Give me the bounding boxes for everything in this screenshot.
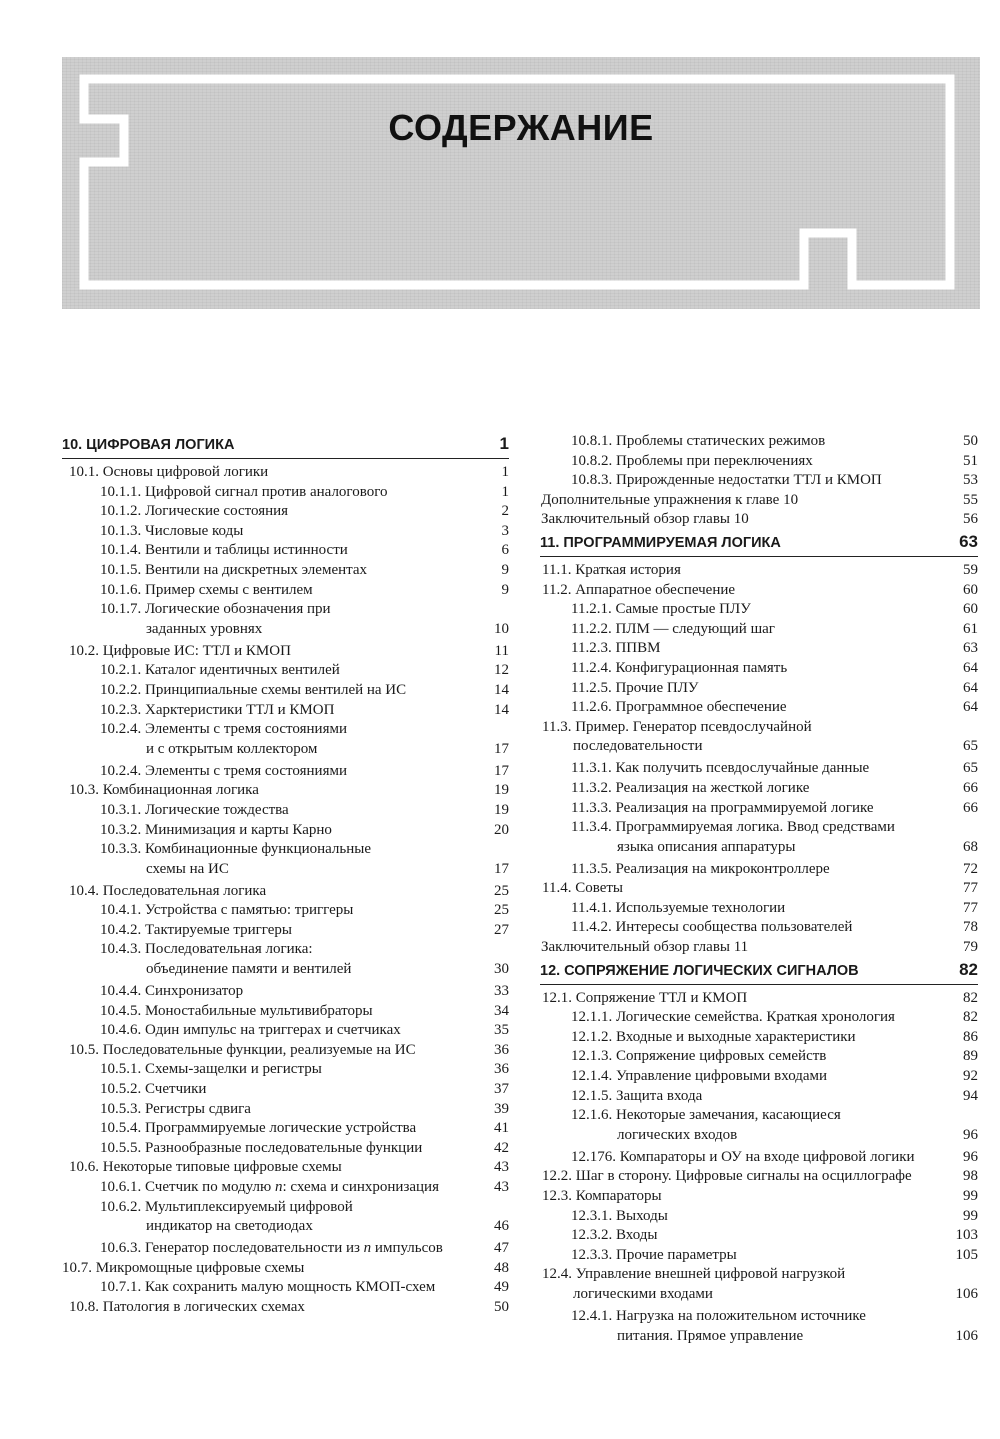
toc-entry-title: 11.3.4. Программируемая логика. Ввод средствами bbox=[571, 819, 895, 836]
toc-entry-page: 86 bbox=[963, 1028, 978, 1045]
toc-entry bbox=[540, 1106, 978, 1126]
toc-entry-title: 10.5.4. Программируемые логические устройства bbox=[100, 1120, 417, 1137]
toc-entry-title: 11. ПРОГРАММИРУЕМАЯ ЛОГИКА bbox=[540, 534, 781, 551]
toc-entry-page: 78 bbox=[963, 919, 978, 936]
toc-entry-title: 10.2. Цифровые ИС: ТТЛ и КМОП bbox=[69, 642, 291, 659]
toc-entry-title: 11.2.6. Программное обеспечение bbox=[571, 699, 787, 716]
toc-entry bbox=[540, 620, 978, 640]
toc-entry-title: 11.3. Пример. Генератор псевдослучайной bbox=[542, 718, 812, 735]
header-banner bbox=[62, 57, 980, 309]
toc-entry bbox=[62, 1002, 509, 1022]
toc-entry bbox=[540, 1207, 978, 1227]
toc-entry bbox=[540, 759, 978, 779]
toc-entry-title: 12.3.3. Прочие параметры bbox=[571, 1246, 737, 1263]
toc-entry-page: 9 bbox=[501, 581, 509, 598]
toc-entry-page: 60 bbox=[963, 601, 978, 618]
toc-entry bbox=[540, 639, 978, 659]
toc-entry-title: 10.3.3. Комбинационные функциональные bbox=[100, 841, 372, 858]
toc-entry bbox=[540, 491, 978, 511]
toc-entry bbox=[62, 642, 509, 662]
toc-entry-page: 10 bbox=[494, 620, 509, 637]
toc-entry bbox=[62, 681, 509, 701]
toc-entry-page: 106 bbox=[955, 1327, 978, 1344]
toc-entry bbox=[62, 740, 509, 762]
toc-entry-title: 10.2.1. Каталог идентичных вентилей bbox=[100, 662, 340, 679]
toc-entry-title: 10. ЦИФРОВАЯ ЛОГИКА bbox=[62, 437, 235, 453]
toc-entry bbox=[62, 1119, 509, 1139]
toc-entry-page: 36 bbox=[494, 1061, 509, 1078]
toc-entry bbox=[62, 1217, 509, 1239]
toc-entry-title: 10.5.2. Счетчики bbox=[100, 1081, 207, 1098]
toc-entry-title: 12.4. Управление внешней цифровой нагрузкой bbox=[542, 1266, 846, 1283]
toc-entry-title: 11.3.1. Как получить псевдослучайные данные bbox=[571, 760, 870, 777]
toc-entry-title: 10.2.3. Харктеристики ТТЛ и КМОП bbox=[100, 701, 335, 718]
toc-entry bbox=[540, 452, 978, 472]
toc-entry-title: 12.176. Компараторы и ОУ на входе цифровой логики bbox=[571, 1148, 915, 1165]
toc-entry-title: 10.6.2. Мультиплексируемый цифровой bbox=[100, 1198, 353, 1215]
toc-entry bbox=[62, 502, 509, 522]
toc-entry-page: 35 bbox=[494, 1022, 509, 1039]
toc-entry-page: 89 bbox=[963, 1048, 978, 1065]
toc-entry-title: 11.2.4. Конфигурационная память bbox=[571, 659, 788, 676]
toc-entry-page: 72 bbox=[963, 860, 978, 877]
toc-entry-title: Заключительный обзор главы 11 bbox=[541, 939, 749, 956]
toc-entry bbox=[540, 989, 978, 1009]
toc-entry bbox=[540, 581, 978, 601]
toc-entry bbox=[540, 471, 978, 491]
toc-entry-page: 77 bbox=[963, 880, 978, 897]
toc-entry-title: 11.4.1. Используемые технологии bbox=[571, 899, 786, 916]
toc-entry bbox=[62, 522, 509, 542]
toc-entry-page: 68 bbox=[963, 838, 978, 855]
toc-entry-title: 10.8.3. Прирожденные недостатки ТТЛ и КМОП bbox=[571, 472, 882, 489]
toc-entry-title: 10.1.4. Вентили и таблицы истинности bbox=[100, 542, 348, 559]
toc-entry-page: 42 bbox=[494, 1139, 509, 1156]
toc-entry-page: 65 bbox=[963, 738, 978, 755]
toc-entry-title: 12.1. Сопряжение ТТЛ и КМОП bbox=[542, 989, 748, 1006]
toc-entry-title: 10.6.1. Счетчик по модулю n: схема и синхронизация bbox=[100, 1179, 439, 1195]
toc-entry bbox=[62, 1100, 509, 1120]
toc-entry-title: 10.1.6. Пример схемы с вентилем bbox=[100, 581, 313, 598]
toc-entry-page: 92 bbox=[963, 1068, 978, 1085]
toc-entry bbox=[540, 432, 978, 452]
toc-entry-title: 11.3.3. Реализация на программируемой логике bbox=[571, 799, 874, 816]
toc-entry bbox=[62, 882, 509, 902]
toc-entry bbox=[540, 698, 978, 718]
toc-entry-page: 37 bbox=[494, 1081, 509, 1098]
toc-entry bbox=[62, 620, 509, 642]
toc-entry-page: 94 bbox=[963, 1087, 978, 1104]
toc-entry bbox=[62, 1139, 509, 1159]
toc-section-heading bbox=[540, 958, 978, 985]
toc-entry bbox=[62, 483, 509, 503]
toc-entry-title: 12.1.2. Входные и выходные характеристики bbox=[571, 1028, 856, 1045]
toc-entry bbox=[540, 1167, 978, 1187]
toc-entry-page: 59 bbox=[963, 561, 978, 578]
toc-entry-page: 25 bbox=[494, 902, 509, 919]
toc-entry bbox=[540, 600, 978, 620]
toc-entry-title: 12.1.4. Управление цифровыми входами bbox=[571, 1068, 828, 1085]
toc-entry-page: 17 bbox=[494, 860, 509, 877]
toc-entry bbox=[62, 960, 509, 982]
toc-entry-title: 12.2. Шаг в сторону. Цифровые сигналы на осциллографе bbox=[542, 1168, 912, 1185]
toc-entry bbox=[540, 1148, 978, 1168]
toc-entry-page: 3 bbox=[501, 522, 509, 539]
toc-entry-page: 51 bbox=[963, 452, 978, 469]
toc-entry bbox=[540, 561, 978, 581]
toc-entry-page: 11 bbox=[494, 642, 509, 659]
toc-entry bbox=[62, 801, 509, 821]
toc-entry bbox=[540, 1307, 978, 1327]
toc-entry-page: 64 bbox=[963, 699, 978, 716]
toc-entry bbox=[62, 762, 509, 782]
toc-entry-page: 106 bbox=[955, 1285, 978, 1302]
toc-entry-title: 12.3. Компараторы bbox=[542, 1188, 662, 1204]
toc-entry-page: 39 bbox=[494, 1100, 509, 1117]
toc-entry-page: 63 bbox=[963, 640, 978, 657]
toc-entry-title: 12.3.1. Выходы bbox=[571, 1207, 668, 1224]
toc-entry-title: 10.6.3. Генератор последовательности из n импульсов bbox=[100, 1240, 443, 1257]
toc-entry bbox=[540, 879, 978, 899]
toc-entry-title: 10.6. Некоторые типовые цифровые схемы bbox=[69, 1159, 342, 1176]
toc-entry bbox=[540, 1067, 978, 1087]
toc-entry-title: 11.2.1. Самые простые ПЛУ bbox=[571, 601, 751, 618]
toc-entry-title: 11.3.2. Реализация на жесткой логике bbox=[571, 779, 810, 796]
toc-entry bbox=[540, 1285, 978, 1307]
toc-entry bbox=[62, 901, 509, 921]
toc-entry-title: логических входов bbox=[617, 1126, 738, 1143]
toc-entry-page: 36 bbox=[494, 1041, 509, 1058]
toc-entry-page: 47 bbox=[494, 1240, 509, 1257]
toc-entry-title: 11.1. Краткая история bbox=[542, 561, 681, 578]
toc-entry-title: последовательности bbox=[573, 738, 703, 755]
toc-entry-title: 10.1.2. Логические состояния bbox=[100, 503, 289, 520]
toc-entry-page: 99 bbox=[963, 1207, 978, 1224]
toc-entry bbox=[62, 860, 509, 882]
toc-entry-title: 11.2.3. ППВМ bbox=[571, 640, 661, 657]
toc-entry bbox=[62, 661, 509, 681]
toc-entry bbox=[540, 1047, 978, 1067]
toc-entry bbox=[540, 510, 978, 530]
toc-entry-title: 12.4.1. Нагрузка на положительном источнике bbox=[571, 1307, 866, 1324]
toc-entry-title: 12.1.5. Защита входа bbox=[571, 1087, 703, 1104]
toc-entry-page: 99 bbox=[963, 1188, 978, 1204]
toc-entry-page: 34 bbox=[494, 1002, 509, 1019]
toc-entry-title: 10.5.1. Схемы-защелки и регистры bbox=[100, 1061, 322, 1078]
toc-entry bbox=[540, 679, 978, 699]
toc-entry-page: 6 bbox=[501, 542, 509, 559]
toc-entry-title: 12.3.2. Входы bbox=[571, 1227, 658, 1244]
toc-entry bbox=[62, 1041, 509, 1061]
toc-entry-page: 82 bbox=[963, 989, 978, 1006]
toc-entry-title: 10.5.5. Разнообразные последовательные функции bbox=[100, 1139, 423, 1156]
toc-entry-page: 82 bbox=[963, 1009, 978, 1026]
banner-frame bbox=[62, 57, 980, 309]
toc-entry bbox=[62, 921, 509, 941]
toc-entry-page: 79 bbox=[963, 939, 978, 956]
toc-entry-title: 10.3.1. Логические тождества bbox=[100, 801, 289, 818]
toc-entry-page: 2 bbox=[501, 503, 509, 520]
toc-entry-title: 10.4.5. Моностабильные мультивибраторы bbox=[100, 1002, 373, 1019]
toc-entry-title: 10.1.5. Вентили на дискретных элементах bbox=[100, 561, 368, 578]
toc-entry bbox=[540, 899, 978, 919]
toc-entry-page: 103 bbox=[955, 1227, 978, 1244]
toc-entry-page: 25 bbox=[494, 882, 509, 899]
toc-entry-title: 12. СОПРЯЖЕНИЕ ЛОГИЧЕСКИХ СИГНАЛОВ bbox=[540, 962, 859, 979]
toc-entry-title: 10.1.3. Числовые коды bbox=[100, 522, 244, 539]
toc-entry bbox=[540, 1187, 978, 1207]
toc-entry-page: 50 bbox=[963, 433, 978, 449]
toc-entry-title: 10.5. Последовательные функции, реализуемые на ИС bbox=[69, 1041, 416, 1058]
toc-entry bbox=[540, 1087, 978, 1107]
toc-entry-title: 10.4.3. Последовательная логика: bbox=[100, 941, 313, 958]
toc-entry-title: 10.8.1. Проблемы статических режимов bbox=[571, 433, 826, 449]
toc-entry-page: 9 bbox=[501, 561, 509, 578]
toc-entry-page: 82 bbox=[959, 959, 978, 979]
toc-entry-title: индикатор на светодиодах bbox=[146, 1218, 313, 1235]
toc-entry-title: 10.1.1. Цифровой сигнал против аналогового bbox=[100, 483, 388, 500]
toc-section-heading bbox=[62, 432, 509, 459]
toc-entry-page: 60 bbox=[963, 581, 978, 598]
toc-entry-title: 12.1.3. Сопряжение цифровых семейств bbox=[571, 1048, 827, 1065]
toc-entry-title: 12.1.1. Логические семейства. Краткая хронология bbox=[571, 1009, 895, 1026]
toc-entry-title: 10.2.2. Принципиальные схемы вентилей на ИС bbox=[100, 681, 407, 698]
toc-entry-title: 10.7.1. Как сохранить малую мощность КМОП-схем bbox=[100, 1279, 436, 1296]
toc-entry bbox=[62, 840, 509, 860]
toc-entry-page: 61 bbox=[963, 620, 978, 637]
toc-entry-title: схемы на ИС bbox=[146, 860, 229, 877]
toc-entry-page: 105 bbox=[955, 1246, 978, 1263]
toc-entry bbox=[62, 1158, 509, 1178]
toc-entry-title: питания. Прямое управление bbox=[617, 1327, 804, 1344]
toc-entry bbox=[62, 581, 509, 601]
toc-entry bbox=[62, 1198, 509, 1218]
toc-entry-page: 66 bbox=[963, 779, 978, 796]
toc-entry-title: логическими входами bbox=[573, 1285, 713, 1302]
toc-entry bbox=[62, 1080, 509, 1100]
toc-entry-title: заданных уровнях bbox=[146, 620, 263, 637]
toc-entry-title: 10.4.1. Устройства с памятью: триггеры bbox=[100, 902, 354, 919]
toc-entry bbox=[540, 838, 978, 860]
toc-entry-title: 10.1. Основы цифровой логики bbox=[69, 464, 269, 480]
toc-entry-title: 10.3. Комбинационная логика bbox=[69, 782, 259, 799]
toc-entry-title: 11.2.5. Прочие ПЛУ bbox=[571, 679, 699, 696]
toc-entry bbox=[62, 1021, 509, 1041]
toc-entry-page: 43 bbox=[494, 1159, 509, 1176]
toc-entry-page: 96 bbox=[963, 1126, 978, 1143]
toc-entry-page: 1 bbox=[499, 434, 509, 453]
toc-entry-title: 11.4. Советы bbox=[542, 880, 623, 897]
toc-entry bbox=[62, 940, 509, 960]
toc-entry-title: 10.3.2. Минимизация и карты Карно bbox=[100, 821, 332, 838]
toc-entry-page: 33 bbox=[494, 983, 509, 1000]
toc-entry bbox=[62, 1178, 509, 1198]
toc-entry-title: 10.2.4. Элементы с тремя состояниями bbox=[100, 721, 347, 738]
toc-entry bbox=[540, 1246, 978, 1266]
toc-entry bbox=[540, 918, 978, 938]
toc-entry-page: 43 bbox=[494, 1179, 509, 1195]
toc-entry-title: 10.4. Последовательная логика bbox=[69, 882, 267, 899]
toc-entry bbox=[540, 799, 978, 819]
toc-entry-page: 48 bbox=[494, 1259, 509, 1276]
toc-entry-title: и с открытым коллектором bbox=[146, 740, 318, 757]
toc-entry-page: 20 bbox=[494, 821, 509, 838]
toc-entry-title: Заключительный обзор главы 10 bbox=[541, 511, 749, 528]
toc-entry bbox=[540, 1327, 978, 1349]
toc-entry bbox=[62, 821, 509, 841]
toc-entry-page: 56 bbox=[963, 511, 978, 528]
toc-entry-page: 1 bbox=[501, 464, 509, 480]
toc-entry-page: 19 bbox=[494, 782, 509, 799]
toc-entry-page: 41 bbox=[494, 1120, 509, 1137]
toc-section-heading bbox=[540, 530, 978, 557]
toc-entry bbox=[62, 561, 509, 581]
toc-entry-title: языка описания аппаратуры bbox=[617, 838, 796, 855]
toc-entry bbox=[540, 737, 978, 759]
toc-entry bbox=[62, 463, 509, 483]
toc-entry-title: 10.1.7. Логические обозначения при bbox=[100, 601, 331, 618]
toc-entry-page: 49 bbox=[494, 1279, 509, 1296]
toc-entry-title: 10.4.6. Один импульс на триггерах и счетчиках bbox=[100, 1022, 401, 1039]
toc-entry bbox=[62, 982, 509, 1002]
toc-entry-page: 27 bbox=[494, 921, 509, 938]
toc-entry bbox=[540, 1226, 978, 1246]
toc-entry-title: 11.2. Аппаратное обеспечение bbox=[542, 581, 736, 598]
toc-entry bbox=[62, 1239, 509, 1259]
toc-right-column bbox=[540, 432, 978, 1349]
toc-entry-title: 10.4.2. Тактируемые триггеры bbox=[100, 921, 292, 938]
toc-entry-title: 11.2.2. ПЛМ — следующий шаг bbox=[571, 620, 775, 637]
toc-entry bbox=[62, 1259, 509, 1279]
toc-entry-page: 50 bbox=[494, 1298, 509, 1315]
toc-entry-page: 17 bbox=[494, 762, 509, 779]
toc-entry bbox=[62, 600, 509, 620]
toc-entry bbox=[540, 1028, 978, 1048]
toc-entry-title: 10.2.4. Элементы с тремя состояниями bbox=[100, 762, 347, 779]
toc-entry-page: 19 bbox=[494, 801, 509, 818]
toc-entry-title: 12.1.6. Некоторые замечания, касающиеся bbox=[571, 1107, 841, 1124]
toc-entry bbox=[540, 779, 978, 799]
toc-entry bbox=[62, 1278, 509, 1298]
toc-entry bbox=[540, 718, 978, 738]
toc-entry-page: 53 bbox=[963, 472, 978, 489]
toc-entry bbox=[62, 1298, 509, 1318]
toc-entry-page: 14 bbox=[494, 701, 509, 718]
toc-entry-page: 46 bbox=[494, 1218, 509, 1235]
toc-entry-page: 30 bbox=[494, 961, 509, 978]
toc-entry-page: 66 bbox=[963, 799, 978, 816]
toc-entry-page: 17 bbox=[494, 740, 509, 757]
toc-left-column bbox=[62, 432, 509, 1318]
toc-entry-title: 10.8.2. Проблемы при переключениях bbox=[571, 452, 813, 469]
toc-entry bbox=[540, 1126, 978, 1148]
toc-entry-title: 10.5.3. Регистры сдвига bbox=[100, 1100, 251, 1117]
toc-entry bbox=[62, 781, 509, 801]
toc-entry-title: 10.7. Микромощные цифровые схемы bbox=[62, 1259, 305, 1276]
toc-entry-title: 10.4.4. Синхронизатор bbox=[100, 983, 244, 1000]
toc-entry-title: 11.3.5. Реализация на микроконтроллере bbox=[571, 860, 830, 877]
toc-entry-page: 64 bbox=[963, 679, 978, 696]
toc-entry-title: 10.8. Патология в логических схемах bbox=[69, 1298, 305, 1315]
toc-entry bbox=[540, 1008, 978, 1028]
toc-entry bbox=[540, 1265, 978, 1285]
toc-entry-title: объединение памяти и вентилей bbox=[146, 961, 352, 978]
toc-entry bbox=[540, 659, 978, 679]
toc-entry-page: 65 bbox=[963, 760, 978, 777]
toc-entry-page: 63 bbox=[959, 531, 978, 551]
toc-entry-page: 1 bbox=[501, 483, 509, 500]
toc-entry-page: 98 bbox=[963, 1168, 978, 1185]
toc-entry-page: 14 bbox=[494, 681, 509, 698]
toc-entry-page: 12 bbox=[494, 662, 509, 679]
toc-entry bbox=[62, 1060, 509, 1080]
toc-entry-page: 55 bbox=[963, 491, 978, 508]
toc-entry bbox=[540, 860, 978, 880]
page-title: СОДЕРЖАНИЕ bbox=[388, 107, 654, 148]
toc-entry bbox=[540, 938, 978, 958]
toc-entry-page: 77 bbox=[963, 899, 978, 916]
toc-entry bbox=[62, 541, 509, 561]
toc-entry bbox=[62, 701, 509, 721]
toc-entry bbox=[62, 720, 509, 740]
toc-entry-title: Дополнительные упражнения к главе 10 bbox=[541, 491, 799, 508]
toc-entry-page: 96 bbox=[963, 1148, 978, 1165]
toc-entry bbox=[540, 818, 978, 838]
toc-entry-page: 64 bbox=[963, 659, 978, 676]
toc-entry-title: 11.4.2. Интересы сообщества пользователей bbox=[571, 919, 853, 936]
